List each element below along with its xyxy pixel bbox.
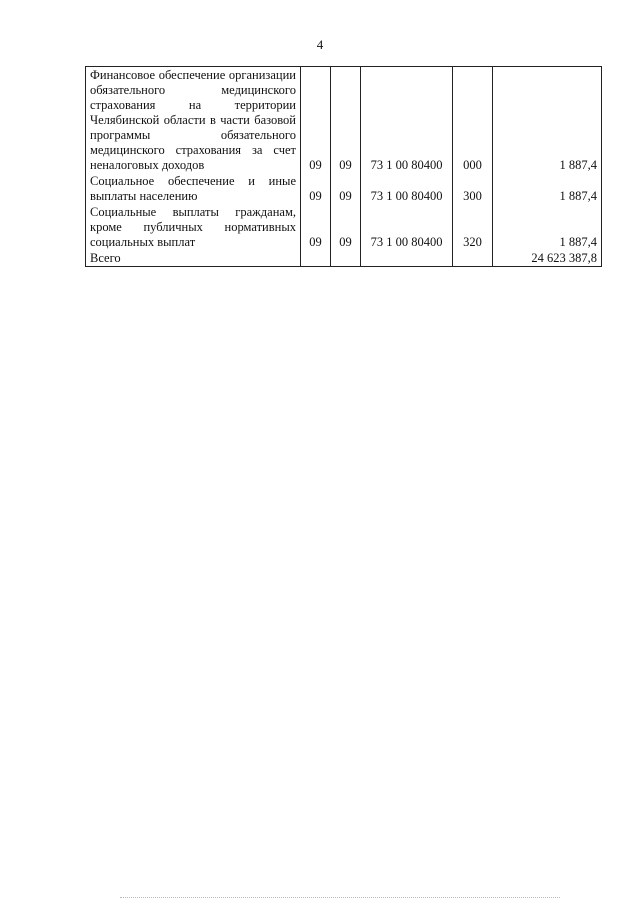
subsection-code: 09 xyxy=(331,204,361,250)
section-code: 09 xyxy=(301,204,331,250)
row-name: Социальные выплаты гражданам, кроме публичных нормативных социальных выплат xyxy=(86,204,301,250)
expense-type-code: 320 xyxy=(453,204,493,250)
row-name: Социальное обеспечение и иные выплаты населению xyxy=(86,173,301,204)
table-row xyxy=(86,204,602,250)
empty-cell xyxy=(301,250,331,267)
table-row xyxy=(86,173,602,204)
subsection-code: 09 xyxy=(331,67,361,174)
amount: 1 887,4 xyxy=(493,173,602,204)
section-code: 09 xyxy=(301,67,331,174)
amount: 1 887,4 xyxy=(493,204,602,250)
row-name: Финансовое обеспечение организации обязательного медицинского страхования на территории Челябинской области в части базовой программы обязательного медицинского страхования за счет неналоговых доходов xyxy=(86,67,301,174)
empty-cell xyxy=(453,250,493,267)
expense-type-code: 300 xyxy=(453,173,493,204)
empty-cell xyxy=(361,250,453,267)
table-row xyxy=(86,67,602,174)
target-article-code: 73 1 00 80400 xyxy=(361,173,453,204)
empty-cell xyxy=(331,250,361,267)
expense-type-code: 000 xyxy=(453,67,493,174)
amount: 1 887,4 xyxy=(493,67,602,174)
total-amount: 24 623 387,8 xyxy=(493,250,602,267)
footer-scan-line xyxy=(120,897,560,898)
page-number: 4 xyxy=(316,37,324,52)
target-article-code: 73 1 00 80400 xyxy=(361,204,453,250)
target-article-code: 73 1 00 80400 xyxy=(361,67,453,174)
subsection-code: 09 xyxy=(331,173,361,204)
budget-table xyxy=(85,66,602,267)
total-row xyxy=(86,250,602,267)
total-label: Всего xyxy=(86,250,301,267)
section-code: 09 xyxy=(301,173,331,204)
